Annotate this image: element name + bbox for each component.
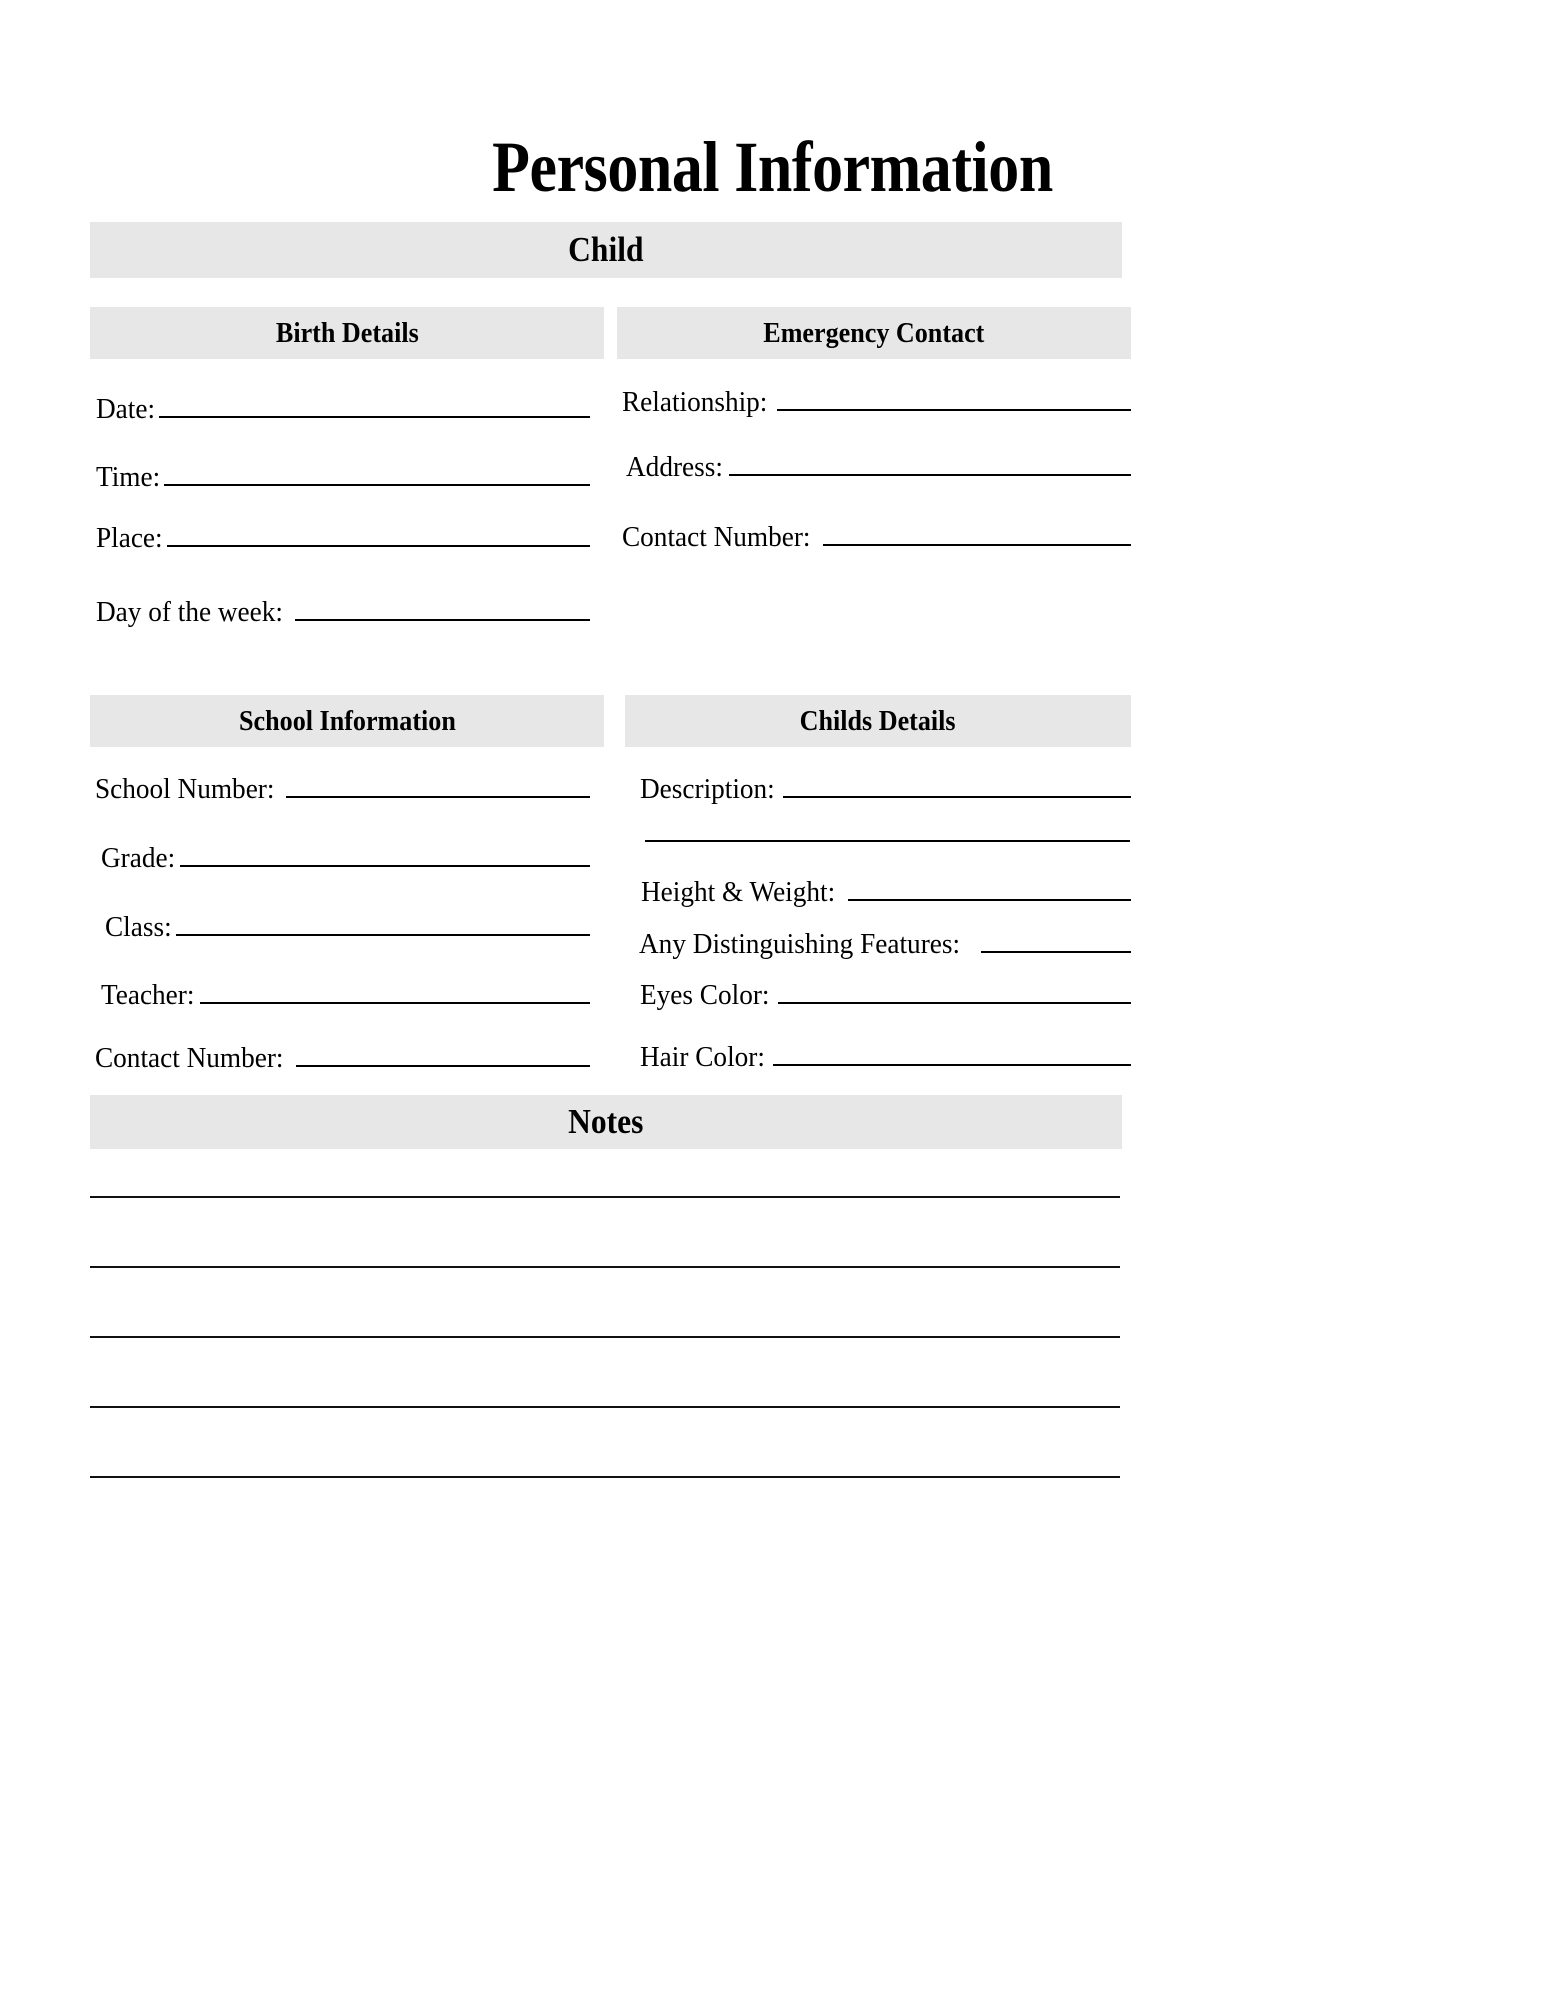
field-school-class[interactable]	[105, 910, 590, 944]
field-school-contact-number-input[interactable]	[296, 1065, 590, 1067]
section-header-child-label: Child	[568, 230, 644, 269]
section-header-birth-details	[90, 307, 604, 359]
field-emergency-relationship[interactable]	[622, 385, 1131, 419]
page-title: Personal Information	[492, 127, 1053, 207]
field-emergency-address-input[interactable]	[729, 474, 1131, 476]
field-birth-time-label: Time:	[96, 461, 161, 493]
field-emergency-contact-number-label: Contact Number:	[622, 521, 811, 553]
field-emergency-address[interactable]	[626, 450, 1131, 484]
field-child-eyes-color-input[interactable]	[778, 1002, 1131, 1004]
field-school-grade[interactable]	[101, 841, 590, 875]
section-header-emergency-contact-label: Emergency Contact	[763, 316, 985, 349]
field-birth-day-of-week[interactable]	[96, 595, 590, 629]
field-child-description-input-line2[interactable]	[645, 840, 1130, 842]
field-school-grade-label: Grade:	[101, 842, 176, 874]
notes-line[interactable]	[90, 1196, 1120, 1198]
field-birth-place-input[interactable]	[167, 545, 590, 547]
field-child-description-label: Description:	[640, 773, 775, 805]
field-child-eyes-color[interactable]	[640, 978, 1131, 1012]
field-emergency-address-label: Address:	[626, 451, 723, 483]
section-header-notes	[90, 1095, 1122, 1149]
section-header-notes-label: Notes	[568, 1102, 644, 1141]
section-header-childs-details-label: Childs Details	[800, 704, 956, 737]
field-birth-date[interactable]	[96, 392, 590, 426]
field-emergency-contact-number-input[interactable]	[823, 544, 1131, 546]
field-child-distinguishing-features-label: Any Distinguishing Features:	[639, 928, 961, 960]
section-header-school-information-label: School Information	[238, 704, 456, 737]
field-school-teacher-input[interactable]	[200, 1002, 590, 1004]
notes-line[interactable]	[90, 1476, 1120, 1478]
field-child-hair-color-label: Hair Color:	[640, 1041, 765, 1073]
notes-line[interactable]	[90, 1266, 1120, 1268]
field-birth-day-of-week-label: Day of the week:	[96, 596, 283, 628]
field-school-teacher-label: Teacher:	[101, 979, 195, 1011]
field-child-height-weight-label: Height & Weight:	[641, 876, 836, 908]
field-birth-place[interactable]	[96, 521, 590, 555]
field-child-distinguishing-features-input[interactable]	[981, 951, 1131, 953]
field-child-height-weight-input[interactable]	[848, 899, 1131, 901]
notes-line[interactable]	[90, 1336, 1120, 1338]
section-header-birth-details-label: Birth Details	[275, 316, 419, 349]
field-birth-date-label: Date:	[96, 393, 156, 425]
field-emergency-relationship-label: Relationship:	[622, 386, 768, 418]
field-birth-time-input[interactable]	[164, 484, 590, 486]
field-birth-date-input[interactable]	[159, 416, 590, 418]
field-school-class-input[interactable]	[176, 934, 590, 936]
section-header-childs-details	[625, 695, 1131, 747]
field-birth-time[interactable]	[96, 460, 590, 494]
field-child-eyes-color-label: Eyes Color:	[640, 979, 770, 1011]
notes-line[interactable]	[90, 1406, 1120, 1408]
field-school-teacher[interactable]	[101, 978, 590, 1012]
field-child-distinguishing-features[interactable]	[639, 927, 1131, 961]
field-emergency-contact-number[interactable]	[622, 520, 1131, 554]
section-header-emergency-contact	[617, 307, 1131, 359]
field-child-hair-color-input[interactable]	[773, 1064, 1131, 1066]
field-school-number-label: School Number:	[95, 773, 275, 805]
field-child-height-weight[interactable]	[641, 875, 1131, 909]
section-header-school-information	[90, 695, 604, 747]
field-child-description[interactable]	[640, 772, 1131, 806]
field-school-number[interactable]	[95, 772, 590, 806]
field-school-contact-number-label: Contact Number:	[95, 1042, 284, 1074]
field-school-class-label: Class:	[105, 911, 172, 943]
field-birth-place-label: Place:	[96, 522, 163, 554]
field-emergency-relationship-input[interactable]	[777, 409, 1131, 411]
field-child-description-input[interactable]	[783, 796, 1131, 798]
field-child-hair-color[interactable]	[640, 1040, 1131, 1074]
field-school-contact-number[interactable]	[95, 1041, 590, 1075]
section-header-child	[90, 222, 1122, 278]
field-school-number-input[interactable]	[286, 796, 590, 798]
field-birth-day-of-week-input[interactable]	[295, 619, 590, 621]
field-school-grade-input[interactable]	[180, 865, 590, 867]
